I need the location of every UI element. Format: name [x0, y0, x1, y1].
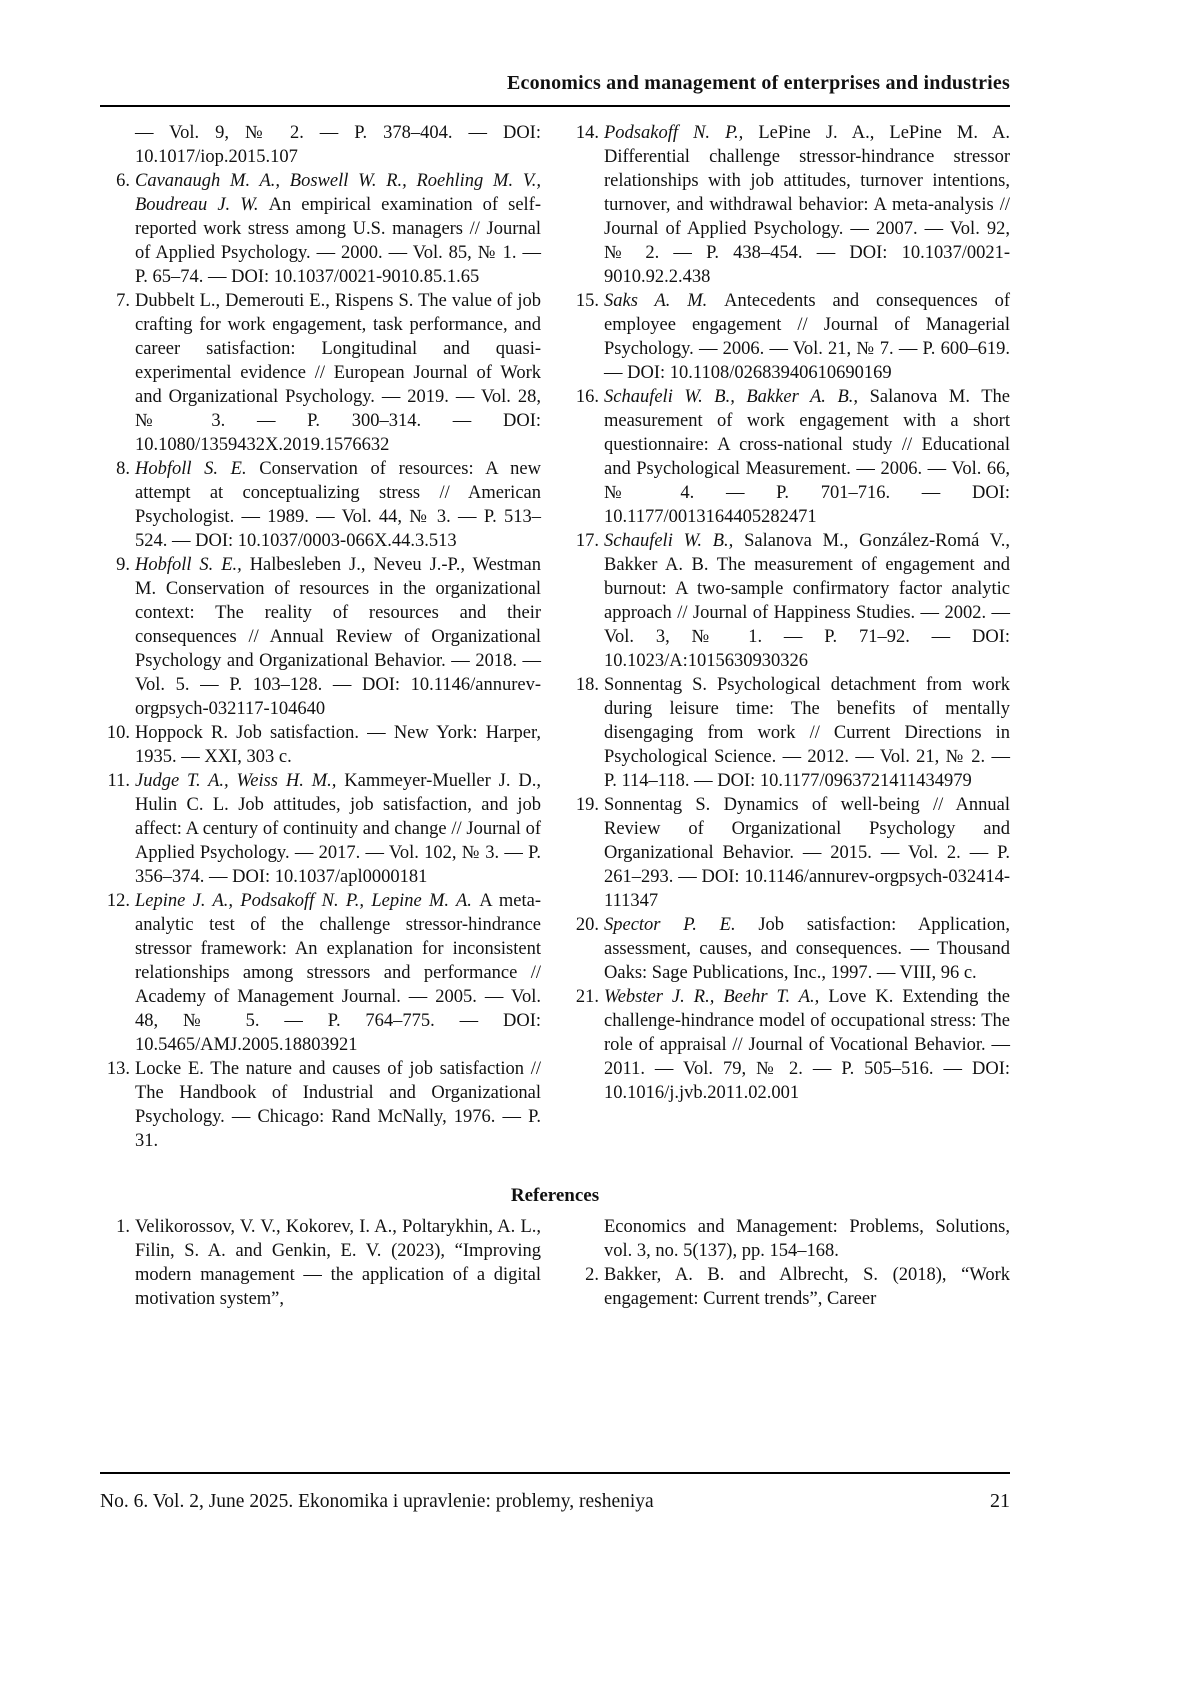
reference-body: Salanova M., González-Romá V., Bakker A. B. The measurement of engagement and burnout: A two-sample confirmatory factor analytic approach // Journal of Happiness Studies. — 2002. — Vol. 3, № 1. — P. 71–92. — DOI: 10.1023/A:1015630930326 — [604, 531, 1010, 671]
reference-body: Velikorossov, V. V., Kokorev, I. A., Poltarykhin, A. L., Filin, S. A. and Genkin, E. V. (2023), “Improving modern management — the application of a digital motivation system”, — [135, 1217, 541, 1309]
reference-item — [100, 721, 541, 769]
reference-body: Sonnentag S. Psychological detachment from work during leisure time: The benefits of mentally disengaging from work // Current Directions in Psychological Science. — 2012. — Vol. 21, № 2. — P. 114–118. — DOI: 10.1177/0963721411434979 — [604, 675, 1010, 791]
reference-text — [604, 1263, 1010, 1311]
reference-authors: Cavanaugh M. A., Boswell W. R., Roehling M. V., Boudreau J. W. — [135, 171, 541, 215]
reference-item — [569, 913, 1010, 985]
reference-authors: Spector P. E. — [604, 915, 759, 935]
reference-authors: Lepine J. A., Podsakoff N. P., Lepine M. A. — [135, 891, 480, 911]
running-head-title: Economics and management of enterprises and industries — [506, 72, 1010, 94]
reference-item — [569, 289, 1010, 385]
reference-number: 14. — [575, 123, 599, 143]
reference-item — [100, 121, 541, 169]
reference-item — [569, 385, 1010, 529]
footer-journal-info: No. 6. Vol. 2, June 2025. Ekonomika i upravlenie: problemy, resheniya — [100, 1491, 654, 1512]
reference-body: LePine J. A., LePine M. A. Differential challenge stressor-hindrance stressor relationships with job attitudes, turnover intentions, turnover, and withdrawal behavior: A meta-analysis // Journal of Applied Psychology. — 2007. — Vol. 92, № 2. — P. 438–454. — DOI: 10.1037/0021-9010.92.2.438 — [604, 123, 1010, 287]
reference-item — [100, 553, 541, 721]
reference-number: 15. — [575, 291, 599, 311]
page-footer — [100, 1472, 1010, 1513]
reference-number: 21. — [575, 987, 599, 1007]
reference-authors: Webster J. R., Beehr T. A., — [604, 987, 829, 1007]
reference-item — [569, 1263, 1010, 1311]
reference-text — [604, 529, 1010, 673]
page-content — [100, 72, 1010, 1311]
reference-item — [569, 121, 1010, 289]
reference-body: Bakker, A. B. and Albrecht, S. (2018), “Work engagement: Current trends”, Career — [604, 1265, 1010, 1309]
reference-text — [135, 553, 541, 721]
reference-number: 10. — [106, 723, 130, 743]
reference-body: An empirical examination of self-reported work stress among U.S. managers // Journal of Applied Psychology. — 2000. — Vol. 85, № 1. — P. 65–74. — DOI: 10.1037/0021-9010.85.1.65 — [135, 195, 541, 287]
reference-body: Halbesleben J., Neveu J.-P., Westman M. Conservation of resources in the organizational context: The reality of resources and their consequences // Annual Review of Organizational Psychology and Organizational Behavior. — 2018. — Vol. 5. — P. 103–128. — DOI: 10.1146/annurev-orgpsych-032117-104640 — [135, 555, 541, 719]
reference-number: 8. — [116, 459, 130, 479]
reference-number: 1. — [116, 1217, 130, 1237]
reference-number: 13. — [106, 1059, 130, 1079]
reference-number: 11. — [107, 771, 130, 791]
references-columns — [100, 1215, 1010, 1311]
reference-text — [604, 673, 1010, 793]
reference-text — [135, 169, 541, 289]
footer-page-number: 21 — [990, 1490, 1010, 1512]
reference-body: Conservation of resources: A new attempt at conceptualizing stress // American Psychologist. — 1989. — Vol. 44, № 3. — P. 513–524. — DOI: 10.1037/0003-066X.44.3.513 — [135, 459, 541, 551]
reference-text — [135, 1215, 541, 1311]
reference-text — [135, 721, 541, 769]
reference-number: 9. — [116, 555, 130, 575]
reference-item — [569, 793, 1010, 913]
reference-authors: Schaufeli W. B., Bakker A. B., — [604, 387, 870, 407]
reference-authors: Schaufeli W. B., — [604, 531, 745, 551]
bibliography-columns — [100, 121, 1010, 1153]
reference-number: 19. — [575, 795, 599, 815]
reference-body: Hoppock R. Job satisfaction. — New York: Harper, 1935. — XXI, 303 c. — [135, 723, 541, 767]
reference-body: — Vol. 9, № 2. — P. 378–404. — DOI: 10.1017/iop.2015.107 — [135, 123, 541, 167]
references-heading: References — [510, 1185, 600, 1206]
reference-text — [135, 457, 541, 553]
reference-item — [100, 769, 541, 889]
reference-item — [100, 889, 541, 1057]
reference-item — [569, 985, 1010, 1105]
reference-text — [604, 985, 1010, 1105]
reference-number: 20. — [575, 915, 599, 935]
reference-authors: Saks A. M. — [604, 291, 725, 311]
reference-text — [135, 121, 541, 169]
reference-number: 18. — [575, 675, 599, 695]
reference-body: Kammeyer-Mueller J. D., Hulin C. L. Job attitudes, job satisfaction, and job affect: A century of continuity and change // Journal of Applied Psychology. — 2017. — Vol. 102, № 3. — P. 356–374. — DOI: 10.1037/apl0000181 — [135, 771, 541, 887]
reference-text — [604, 289, 1010, 385]
reference-text — [135, 889, 541, 1057]
reference-body: Sonnentag S. Dynamics of well-being // Annual Review of Organizational Psychology and Organizational Behavior. — 2015. — Vol. 2. — P. 261–293. — DOI: 10.1146/annurev-orgpsych-032414-111347 — [604, 795, 1010, 911]
reference-item — [569, 529, 1010, 673]
references-left-column — [100, 1215, 541, 1311]
references-right-column — [569, 1215, 1010, 1311]
reference-authors: Podsakoff N. P., — [604, 123, 759, 143]
header-divider — [100, 105, 1010, 107]
reference-text — [604, 121, 1010, 289]
reference-number: 12. — [106, 891, 130, 911]
reference-number — [100, 121, 135, 169]
reference-body: A meta-analytic test of the challenge stressor-hindrance stressor framework: An explanation for inconsistent relationships among stressors and performance // Academy of Management Journal. — 2005. — Vol. 48, № 5. — P. 764–775. — DOI: 10.5465/AMJ.2005.18803921 — [135, 891, 541, 1055]
bibliography-right-column — [569, 121, 1010, 1153]
bibliography-left-column — [100, 121, 541, 1153]
reference-text — [604, 793, 1010, 913]
reference-item — [100, 1215, 541, 1311]
reference-text — [604, 913, 1010, 985]
reference-body: Locke E. The nature and causes of job satisfaction // The Handbook of Industrial and Organizational Psychology. — Chicago: Rand McNally, 1976. — P. 31. — [135, 1059, 541, 1151]
reference-item — [569, 1215, 1010, 1263]
reference-body: Dubbelt L., Demerouti E., Rispens S. The value of job crafting for work engagement, task performance, and career satisfaction: Longitudinal and quasi-experimental evidence // European Journal of Work and Organizational Psychology. — 2019. — Vol. 28, № 3. — P. 300–314. — DOI: 10.1080/1359432X.2019.1576632 — [135, 291, 541, 455]
reference-text — [604, 385, 1010, 529]
reference-item — [100, 289, 541, 457]
reference-number: 6. — [116, 171, 130, 191]
reference-text — [135, 289, 541, 457]
reference-body: Economics and Management: Problems, Solutions, vol. 3, no. 5(137), pp. 154–168. — [604, 1217, 1010, 1261]
reference-item — [100, 169, 541, 289]
reference-authors: Hobfoll S. E., — [135, 555, 250, 575]
reference-text — [135, 769, 541, 889]
reference-item — [569, 673, 1010, 793]
reference-number: 2. — [585, 1265, 599, 1285]
reference-number — [569, 1215, 604, 1263]
reference-text — [604, 1215, 1010, 1263]
reference-body: Antecedents and consequences of employee engagement // Journal of Managerial Psychology. — 2006. — Vol. 21, № 7. — P. 600–619. — DOI: 10.1108/02683940610690169 — [604, 291, 1010, 383]
reference-body: Salanova M. The measurement of work engagement with a short questionnaire: A cross-national study // Educational and Psychological Measurement. — 2006. — Vol. 66, № 4. — P. 701–716. — DOI: 10.1177/0013164405282471 — [604, 387, 1010, 527]
reference-number: 17. — [575, 531, 599, 551]
reference-authors: Judge T. A., Weiss H. M., — [135, 771, 345, 791]
reference-item — [100, 457, 541, 553]
reference-item — [100, 1057, 541, 1153]
reference-number: 16. — [575, 387, 599, 407]
reference-body: Love K. Extending the challenge-hindrance model of occupational stress: The role of appraisal // Journal of Vocational Behavior. — 2011. — Vol. 79, № 2. — P. 505–516. — DOI: 10.1016/j.jvb.2011.02.001 — [604, 987, 1011, 1103]
reference-number: 7. — [116, 291, 130, 311]
reference-authors: Hobfoll S. E. — [135, 459, 260, 479]
reference-text — [135, 1057, 541, 1153]
reference-body: Job satisfaction: Application, assessment, causes, and consequences. — Thousand Oaks: Sage Publications, Inc., 1997. — VIII, 96 c. — [604, 915, 1010, 983]
